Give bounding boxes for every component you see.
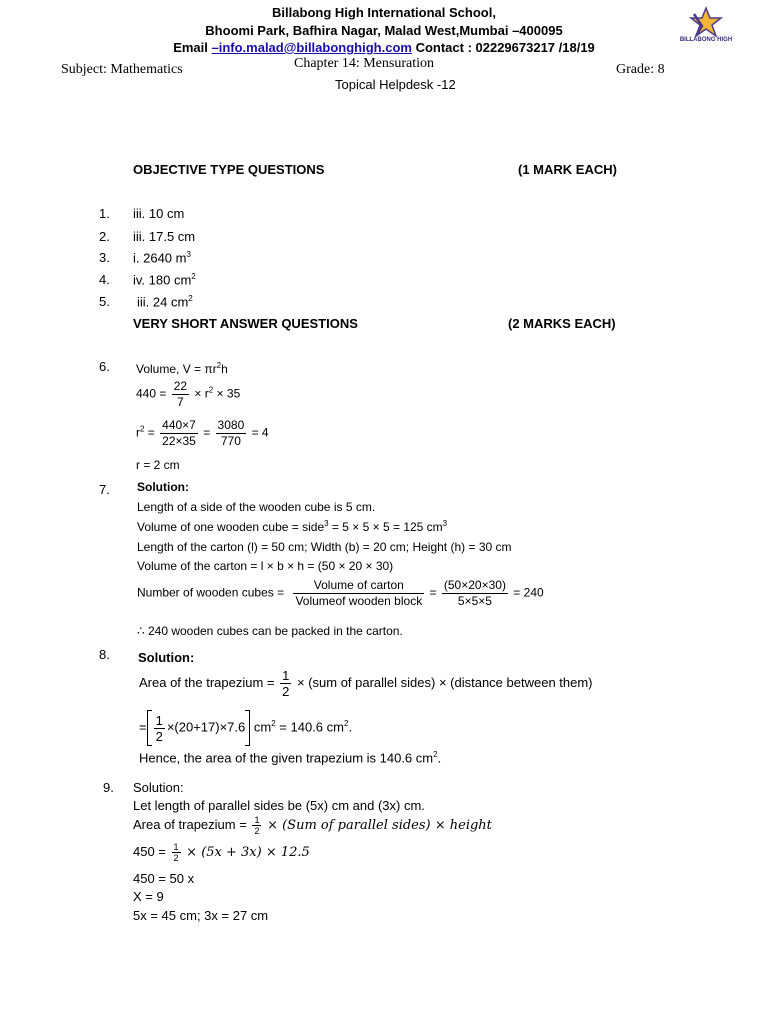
q9-line4: 450 = $\frac{1}{2}$ × (5x + 3x) × 12.5 (133, 842, 310, 863)
vsa-marks: (2 MARKS EACH) (508, 316, 616, 331)
email-link[interactable]: –info.malad@billabonghigh.com (211, 40, 412, 55)
q8-heading: Solution: (138, 650, 195, 665)
topic: Topical Helpdesk -12 (335, 77, 456, 92)
chapter: Chapter 14: Mensuration (294, 56, 434, 71)
q6-line4: r = 2 cm (136, 458, 180, 472)
q9-num: 9. (103, 780, 114, 795)
objective-marks: (1 MARK EACH) (518, 162, 617, 177)
q9-line1: Solution: (133, 780, 184, 795)
q6-num: 6. (99, 359, 110, 374)
answer-text: iii. 10 cm (133, 206, 185, 221)
q7-heading: Solution: (137, 480, 189, 494)
q8-line1: Area of the trapezium = $\frac{1}{2}$ × (sum of parallel sides) × (distance between them) (139, 668, 593, 699)
objective-heading: OBJECTIVE TYPE QUESTIONS (133, 162, 325, 177)
grade: Grade: 8 (616, 62, 665, 77)
q6-line1: Volume, $V = \pi r^2h$ (136, 361, 228, 376)
answer-num: 1. (99, 206, 110, 221)
answer-num: 2. (99, 229, 110, 244)
q7-line2: Volume of one wooden cube = side$^3$ = 5 × 5 × 5 = 125 $cm^3$ (137, 519, 448, 534)
vsa-heading: VERY SHORT ANSWER QUESTIONS (133, 316, 358, 331)
answer-text: iv. 180 $cm^2$ (133, 272, 196, 288)
q7-line4: Volume of the carton = l × b × h = (50 × 20 × 30) (137, 559, 394, 573)
school-name: Billabong High International School, (272, 5, 496, 20)
answer-num: 5. (99, 294, 110, 309)
q7-line6: ∴ 240 wooden cubes can be packed in the carton. (137, 624, 403, 638)
subject: Subject: Mathematics (61, 62, 183, 77)
q9-line2: Let length of parallel sides be (5x) cm and (3x) cm. (133, 798, 425, 813)
q7-num: 7. (99, 482, 110, 497)
answer-num: 3. (99, 250, 110, 265)
q6-line3: $r^2$ = $\frac{440\times 7}{22\times 35}$ = $\frac{3080}{770}$ = 4 (136, 418, 269, 448)
contact-line: Email –info.malad@billabonghigh.com Contact : 02229673217 /18/19 (173, 40, 595, 55)
q6-line2: 440 = $\frac{22}{7}$ × $r^2 \times 35$ (136, 379, 241, 409)
q8-num: 8. (99, 647, 110, 662)
q7-line1: Length of a side of the wooden cube is 5 cm. (137, 500, 376, 514)
answer-num: 4. (99, 272, 110, 287)
logo-text: BILLABONG HIGH (679, 37, 733, 43)
q8-line3: Hence, the area of the given trapezium is 140.6 $cm^2$. (139, 750, 442, 766)
q7-line3: Length of the carton (l) = 50 cm; Width (b) = 20 cm; Height (h) = 30 cm (137, 540, 512, 554)
q9-line3: Area of trapezium = $\frac{1}{2}$ × (Sum of parallel sides) × height (133, 815, 492, 836)
q9-line6: X = 9 (133, 889, 164, 904)
answer-text: iii. 24 $cm^2$ (137, 294, 193, 310)
answer-text: iii. 17.5 cm (133, 229, 196, 244)
school-address: Bhoomi Park, Bafhira Nagar, Malad West,Mumbai –400095 (205, 23, 563, 38)
q9-line5: 450 = 50 x (133, 871, 195, 886)
q9-line7: 5x = 45 cm; 3x = 27 cm (133, 908, 269, 923)
q8-line2: = $\frac{1}{2}$ ×(20+17)×7.6 $cm^2 = 140.6$ $cm^2$. (139, 710, 352, 746)
q7-line5: Number of wooden cubes = $\frac{\text{Volume of carton}}{\text{Volumeof wooden block}}$ = $\frac{(50\times 20\times 30)}{5\times 5\times 5}$ = 240 (137, 578, 544, 608)
answer-text: i. 2640 $m^3$ (133, 250, 191, 266)
